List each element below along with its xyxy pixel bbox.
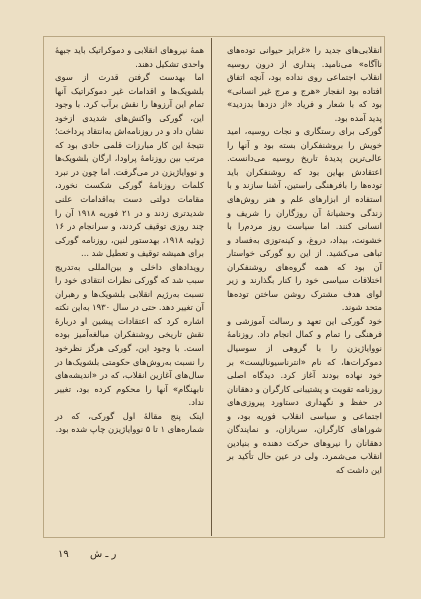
paragraph: اما بهدست گرفتن قدرت از سوی بلشویک‌ها و اقدامات غیر دموکراتیک آنها تمام این آرزوها را نقش برآب کرد. با وجود این، گورکی واکنش‌های شدیدی ازخود نشان داد و در روزنامه‌اش به‌انتقاد پرداخت؛ نتیجهٔ این کار مبارزات قلمی حادی بود که مرتب بین روزنامهٔ پراودا، ارگان بلشویک‌ها و نووایاژیزن در می‌گرفت. اما چون در نبرد کلمات روزنامهٔ گورکی شکست نخورد، مقامات دولتی دست به‌اقدامات علنی شدیدتری زدند و در ۲۱ فوریه ۱۹۱۸ آن را چند روزی توقیف کردند، و سرانجام در ۱۶ ژوئیه ۱۹۱۸، بهدستور لنین، روزنامه گورکی برای همیشه توقیف و تعطیل شد ... — [55, 72, 205, 259]
column-divider — [211, 38, 212, 536]
right-column — [227, 44, 382, 478]
paragraph: گورکی برای رستگاری و نجات روسیه، امید خویش را بروشنفکران بسته بود و آنها را عالی‌ترین پدیدهٔ تاریخ روسیه می‌دانست. اعتقادش بهاین بود که روشنفکران باید توده‌ها را بافرهنگی راستین، آشنا سازند و با استفاده از ابزارهای علم و هنر روش‌های زندگی وحشیانهٔ آن روزگاران را شریف و انسانی کنند. اما سیاست روز مردم‌را با خشونت، بیداد، دروغ، و کینه‌توزی به‌فساد و تباهی می‌کشید. از این رو گورکی خواستار آن بود که همه گروه‌های روشنفکران اختلافات سیاسی خود را کنار بگذارند و زیر لوای هدف مشترک روشن ساختن توده‌ها متحد شوند. — [227, 126, 382, 313]
page-number: ۱۹ — [58, 549, 69, 560]
left-column — [55, 44, 204, 437]
issue-signature: ر ـ ش — [90, 549, 117, 560]
paragraph: همهٔ نیروهای انقلابی و دموکراتیک باید جبههٔ واحدی تشکیل دهند. — [55, 45, 204, 69]
paragraph: اینک پنج مقالهٔ اول گورکی، که در شماره‌های ۱ تا ۵ نووایاژیزن چاپ شده بود. — [55, 410, 204, 435]
paragraph: انقلابی‌های جدید را «غرایز حیوانی توده‌های ناآگاه» می‌نامید. پنداری از درون روسیه انقلاب اجتماعی روی نداده بود، آنچه اتفاق افتاده بود انفجار «هرج و مرج غیر انسانی» بود که با شعار و فریاد «از دزدها بدزدید» پدید آمده بود. — [227, 45, 382, 123]
paragraph: خود گورکی این تعهد و رسالت آموزشی و فرهنگی را تمام و کمال انجام داد. روزنامهٔ نووایاژیزن را با گروهی از سوسیال دموکرات‌ها، که نام «انترناسیونالیست» بر خود نهاده بودند آغاز کرد. دیدگاه اصلی روزنامه تقویت و پشتیبانی کارگران و دهقانان در حفظ و نگهداری دستاورد پیروزی‌های اجتماعی و سیاسی انقلاب فوریه بود، و شوراهای کارگران، سربازان، و نمایندگان دهقانان را نیروهای حرکت دهنده و بنیادین انقلاب می‌شمرد. ولی در عین حال تأکید بر این داشت که — [227, 315, 382, 475]
paragraph: رویدادهای داخلی و بین‌المللی به‌تدریج سبب شد که گورکی نظرات انتقادی خود را نسبت به‌رژیم انقلابی بلشویک‌ها و رهبران آن تغییر دهد. حتی در سال ۱۹۳۰ به‌این نکته اشاره کرد که اعتقادات پیشین او دربارهٔ نقش تاریخی روشنفکران مبالغه‌آمیز بوده است. با وجود این، گورکی هرگز نظرخود را نسبت به‌روش‌های حکومتی بلشویک‌ها در سال‌های آغازین انقلاب، که در «اندیشه‌های نابهنگام» آنها را محکوم کرده بود، تغییر نداد. — [55, 261, 204, 408]
